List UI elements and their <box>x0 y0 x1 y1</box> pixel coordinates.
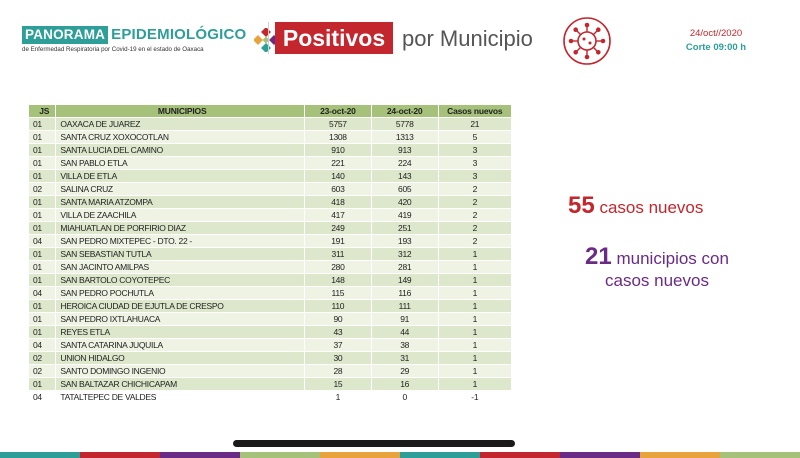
date-text: 24/oct//2020 <box>689 28 743 39</box>
cell-date-2: 143 <box>371 170 438 183</box>
cell-date-1: 221 <box>304 157 371 170</box>
report-date <box>676 28 756 53</box>
cell-casos-nuevos: 21 <box>438 118 511 131</box>
cell-municipio: VILLA DE ZAACHILA <box>56 209 305 222</box>
cell-date-1: 90 <box>304 313 371 326</box>
cell-date-2: 312 <box>371 248 438 261</box>
col-js: JS <box>29 105 56 118</box>
cell-date-1: 910 <box>304 144 371 157</box>
cell-date-2: 16 <box>371 378 438 391</box>
cell-municipio: SANTA CRUZ XOXOCOTLAN <box>56 131 305 144</box>
cell-js: 01 <box>29 274 56 287</box>
cell-date-2: 1313 <box>371 131 438 144</box>
cell-js: 01 <box>29 118 56 131</box>
cell-casos-nuevos: 1 <box>438 326 511 339</box>
cell-casos-nuevos: 1 <box>438 274 511 287</box>
cell-municipio: REYES ETLA <box>56 326 305 339</box>
cell-date-2: 419 <box>371 209 438 222</box>
cell-js: 02 <box>29 365 56 378</box>
cell-date-1: 5757 <box>304 118 371 131</box>
band-segment <box>640 452 720 458</box>
band-segment <box>560 452 640 458</box>
band-segment <box>720 452 800 458</box>
cell-date-2: 5778 <box>371 118 438 131</box>
municipios-table <box>28 104 512 404</box>
cell-municipio: OAXACA DE JUAREZ <box>56 118 305 131</box>
cell-js: 01 <box>29 131 56 144</box>
table-row <box>29 248 512 261</box>
table-row <box>29 365 512 378</box>
cell-municipio: VILLA DE ETLA <box>56 170 305 183</box>
band-segment <box>80 452 160 458</box>
cell-casos-nuevos: 2 <box>438 235 511 248</box>
cell-date-2: 193 <box>371 235 438 248</box>
band-segment <box>400 452 480 458</box>
cell-date-1: 417 <box>304 209 371 222</box>
horizontal-scrollbar[interactable] <box>233 440 515 447</box>
table-row <box>29 235 512 248</box>
municipios-label-2: casos nuevos <box>605 271 709 290</box>
cell-date-1: 280 <box>304 261 371 274</box>
cell-casos-nuevos: 1 <box>438 378 511 391</box>
cell-casos-nuevos: 3 <box>438 157 511 170</box>
cell-casos-nuevos: 1 <box>438 248 511 261</box>
cell-casos-nuevos: 2 <box>438 209 511 222</box>
cell-js: 02 <box>29 183 56 196</box>
cell-casos-nuevos: 1 <box>438 365 511 378</box>
cell-date-1: 15 <box>304 378 371 391</box>
table-row <box>29 326 512 339</box>
table-header-row <box>29 105 512 118</box>
cell-date-1: 140 <box>304 170 371 183</box>
cell-js: 01 <box>29 261 56 274</box>
table-row <box>29 209 512 222</box>
municipios-count: 21 <box>585 243 612 270</box>
cell-date-2: 251 <box>371 222 438 235</box>
cell-municipio: TATALTEPEC DE VALDES <box>56 391 305 404</box>
cell-casos-nuevos: 5 <box>438 131 511 144</box>
cell-date-2: 38 <box>371 339 438 352</box>
cell-casos-nuevos: 2 <box>438 196 511 209</box>
table-row <box>29 222 512 235</box>
cell-municipio: UNION HIDALGO <box>56 352 305 365</box>
cell-date-2: 31 <box>371 352 438 365</box>
cell-js: 01 <box>29 300 56 313</box>
cell-casos-nuevos: 1 <box>438 339 511 352</box>
cell-js: 04 <box>29 391 56 404</box>
new-cases-count: 55 <box>568 192 595 219</box>
table-row <box>29 352 512 365</box>
cell-casos-nuevos: -1 <box>438 391 511 404</box>
table-row <box>29 313 512 326</box>
logo-panorama: PANORAMA <box>22 26 108 44</box>
cell-casos-nuevos: 1 <box>438 352 511 365</box>
cell-js: 01 <box>29 248 56 261</box>
cell-date-1: 43 <box>304 326 371 339</box>
cell-municipio: SANTA LUCIA DEL CAMINO <box>56 144 305 157</box>
col-municipios: MUNICIPIOS <box>56 105 305 118</box>
virus-icon <box>562 16 612 66</box>
cell-date-2: 44 <box>371 326 438 339</box>
col-casos-nuevos: Casos nuevos <box>438 105 511 118</box>
table-row <box>29 196 512 209</box>
col-date-2: 24-oct-20 <box>371 105 438 118</box>
cell-municipio: MIAHUATLAN DE PORFIRIO DIAZ <box>56 222 305 235</box>
table-row <box>29 131 512 144</box>
cell-casos-nuevos: 2 <box>438 222 511 235</box>
cell-date-2: 116 <box>371 287 438 300</box>
cell-date-1: 1308 <box>304 131 371 144</box>
table-row <box>29 157 512 170</box>
cell-municipio: SAN BALTAZAR CHICHICAPAM <box>56 378 305 391</box>
cell-date-2: 149 <box>371 274 438 287</box>
cell-js: 04 <box>29 287 56 300</box>
logo-title <box>22 26 246 44</box>
cell-municipio: SALINA CRUZ <box>56 183 305 196</box>
cell-js: 01 <box>29 170 56 183</box>
cell-municipio: SAN PABLO ETLA <box>56 157 305 170</box>
table-row <box>29 378 512 391</box>
cell-casos-nuevos: 2 <box>438 183 511 196</box>
table-row <box>29 287 512 300</box>
col-date-1: 23-oct-20 <box>304 105 371 118</box>
page-title: por Municipio <box>402 26 533 51</box>
cell-js: 01 <box>29 196 56 209</box>
cell-date-1: 249 <box>304 222 371 235</box>
cell-date-1: 30 <box>304 352 371 365</box>
table-row <box>29 261 512 274</box>
cell-date-1: 311 <box>304 248 371 261</box>
cell-js: 01 <box>29 222 56 235</box>
cell-date-2: 0 <box>371 391 438 404</box>
cell-casos-nuevos: 3 <box>438 144 511 157</box>
cell-date-2: 91 <box>371 313 438 326</box>
cell-municipio: SAN BARTOLO COYOTEPEC <box>56 274 305 287</box>
header-divider <box>268 22 269 54</box>
cell-municipio: HEROICA CIUDAD DE EJUTLA DE CRESPO <box>56 300 305 313</box>
cell-date-1: 37 <box>304 339 371 352</box>
cell-date-2: 281 <box>371 261 438 274</box>
cell-date-1: 1 <box>304 391 371 404</box>
band-segment <box>0 452 80 458</box>
cell-date-2: 605 <box>371 183 438 196</box>
cell-date-1: 191 <box>304 235 371 248</box>
cell-date-1: 28 <box>304 365 371 378</box>
table-row <box>29 274 512 287</box>
color-band <box>0 452 800 458</box>
cell-date-1: 418 <box>304 196 371 209</box>
municipios-summary <box>562 243 752 292</box>
cell-date-2: 913 <box>371 144 438 157</box>
cell-js: 01 <box>29 313 56 326</box>
new-cases-summary <box>568 192 703 220</box>
cell-date-2: 29 <box>371 365 438 378</box>
cell-js: 04 <box>29 235 56 248</box>
cell-municipio: SANTA CATARINA JUQUILA <box>56 339 305 352</box>
band-segment <box>480 452 560 458</box>
cell-municipio: SAN SEBASTIAN TUTLA <box>56 248 305 261</box>
cell-date-1: 115 <box>304 287 371 300</box>
cell-municipio: SAN PEDRO IXTLAHUACA <box>56 313 305 326</box>
new-cases-label: casos nuevos <box>599 198 704 217</box>
cell-js: 01 <box>29 326 56 339</box>
cell-casos-nuevos: 1 <box>438 287 511 300</box>
cell-municipio: SAN PEDRO POCHUTLA <box>56 287 305 300</box>
table-row <box>29 170 512 183</box>
panorama-logo <box>22 24 280 62</box>
cell-js: 01 <box>29 144 56 157</box>
table-row <box>29 118 512 131</box>
band-segment <box>240 452 320 458</box>
municipios-label-1: municipios con <box>616 249 729 268</box>
cell-municipio: SANTA MARIA ATZOMPA <box>56 196 305 209</box>
cell-js: 01 <box>29 157 56 170</box>
table-body <box>29 118 512 404</box>
positivos-badge: Positivos <box>275 22 393 54</box>
table-row <box>29 300 512 313</box>
cell-casos-nuevos: 1 <box>438 261 511 274</box>
cutoff-text: Corte 09:00 h <box>685 42 747 53</box>
cell-date-1: 603 <box>304 183 371 196</box>
band-segment <box>160 452 240 458</box>
cell-js: 01 <box>29 378 56 391</box>
cell-date-2: 224 <box>371 157 438 170</box>
cell-municipio: SAN JACINTO AMILPAS <box>56 261 305 274</box>
band-segment <box>320 452 400 458</box>
cell-municipio: SANTO DOMINGO INGENIO <box>56 365 305 378</box>
cell-casos-nuevos: 3 <box>438 170 511 183</box>
table-row <box>29 339 512 352</box>
cell-casos-nuevos: 1 <box>438 313 511 326</box>
table-row <box>29 183 512 196</box>
cell-js: 02 <box>29 352 56 365</box>
logo-epidemiologico: EPIDEMIOLÓGICO <box>111 26 247 43</box>
cell-date-1: 110 <box>304 300 371 313</box>
logo-subtitle: de Enfermedad Respiratoria por Covid-19 en el estado de Oaxaca <box>22 46 204 53</box>
cell-casos-nuevos: 1 <box>438 300 511 313</box>
cell-municipio: SAN PEDRO MIXTEPEC - DTO. 22 - <box>56 235 305 248</box>
cell-date-2: 111 <box>371 300 438 313</box>
cell-js: 01 <box>29 209 56 222</box>
table-row <box>29 144 512 157</box>
cell-date-2: 420 <box>371 196 438 209</box>
cell-date-1: 148 <box>304 274 371 287</box>
cell-js: 04 <box>29 339 56 352</box>
table-row <box>29 391 512 404</box>
